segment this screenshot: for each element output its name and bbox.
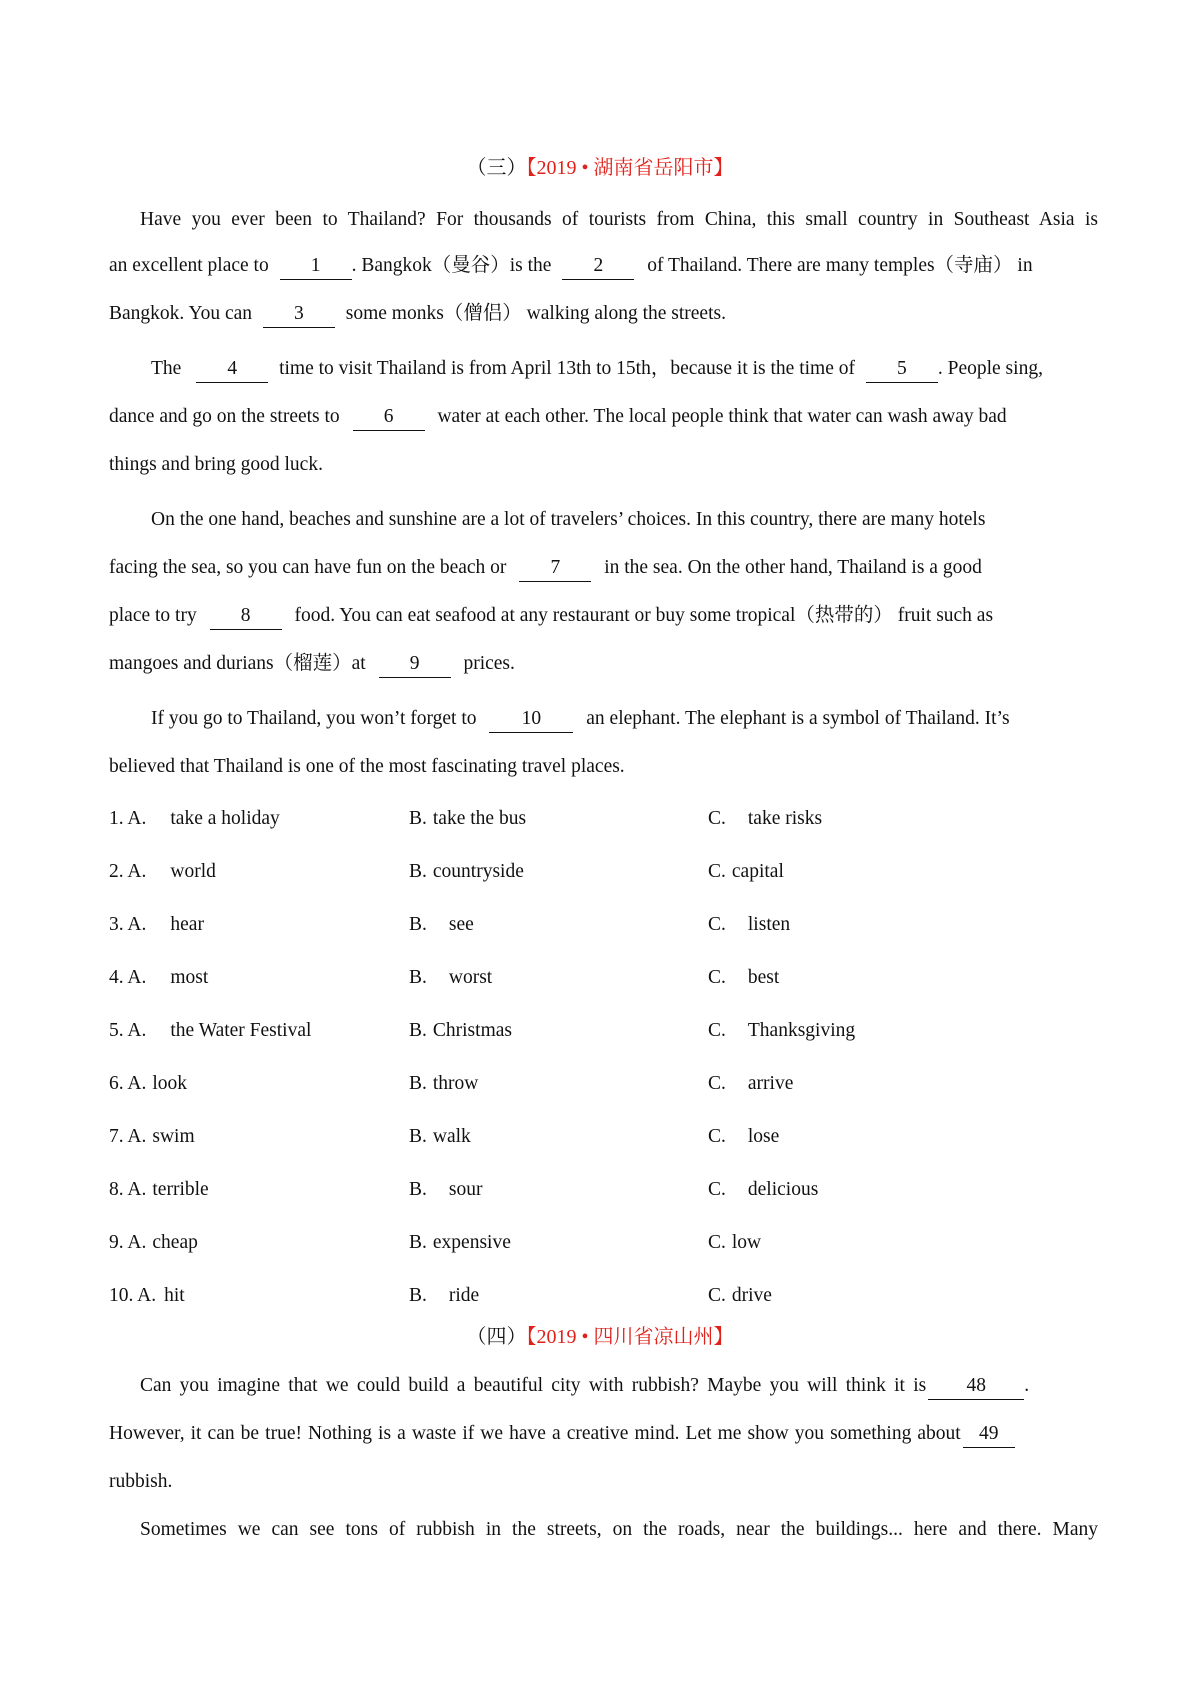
option-10-a[interactable]	[109, 1281, 185, 1311]
option-c-text: best	[747, 967, 780, 988]
section-3-prefix: （三）	[466, 157, 527, 179]
option-a-text: take a holiday	[170, 808, 280, 829]
p1-text: Bangkok. You can	[109, 303, 253, 324]
blank-48[interactable]: 48	[928, 1374, 1024, 1400]
option-b-label: B.	[409, 1179, 427, 1200]
option-c-text: arrive	[747, 1073, 794, 1094]
option-a-text: swim	[152, 1126, 195, 1147]
p1-text: . Bangkok（曼谷）is the	[351, 255, 552, 276]
option-c-label: C.	[708, 1126, 726, 1147]
p2-text: water at each other. The local people think that water can wash away bad	[437, 406, 1007, 427]
option-6-a[interactable]	[109, 1069, 187, 1099]
option-4-b[interactable]	[409, 963, 492, 993]
p3-line-1: On the one hand, beaches and sunshine are a lot of travelers’ choices. In this country, there are many hotels	[151, 509, 986, 530]
option-c-text: lose	[747, 1126, 780, 1147]
option-3-a[interactable]	[109, 910, 204, 940]
blank-9[interactable]: 9	[379, 652, 451, 678]
blank-5[interactable]: 5	[866, 357, 938, 383]
section-4-heading	[0, 1322, 1200, 1352]
option-number: 3. A.	[109, 914, 147, 935]
option-7-b[interactable]	[409, 1122, 471, 1152]
option-2-a[interactable]	[109, 857, 216, 887]
option-b-text: worst	[448, 967, 493, 988]
option-a-text: most	[170, 967, 209, 988]
blank-7[interactable]: 7	[519, 556, 591, 582]
p3-line-2	[109, 552, 1099, 584]
s4-p1-line-3: rubbish.	[109, 1471, 173, 1492]
option-a-text: terrible	[152, 1179, 209, 1200]
option-number: 5. A.	[109, 1020, 147, 1041]
option-c-label: C.	[708, 1285, 726, 1306]
option-9-b[interactable]	[409, 1228, 511, 1258]
option-b-label: B.	[409, 861, 427, 882]
option-10-b[interactable]	[409, 1281, 479, 1311]
s4-text: Can you imagine that we could build a beautiful city with rubbish? Maybe you will think it is	[140, 1375, 927, 1396]
blank-10[interactable]: 10	[489, 707, 573, 733]
option-c-label: C.	[708, 1179, 726, 1200]
option-a-text: look	[152, 1073, 188, 1094]
option-6-c[interactable]	[708, 1069, 793, 1099]
option-c-text: take risks	[747, 808, 823, 829]
option-number: 10. A.	[109, 1285, 157, 1306]
option-2-c[interactable]	[708, 857, 784, 887]
option-a-text: cheap	[152, 1232, 198, 1253]
p2-line-2	[109, 401, 1099, 433]
option-c-text: drive	[731, 1285, 772, 1306]
option-b-text: ride	[448, 1285, 480, 1306]
option-a-text: the Water Festival	[170, 1020, 312, 1041]
option-b-text: expensive	[432, 1232, 511, 1253]
option-5-b[interactable]	[409, 1016, 512, 1046]
p2-line-1	[151, 353, 1098, 385]
option-number: 4. A.	[109, 967, 147, 988]
option-1-c[interactable]	[708, 804, 822, 834]
option-5-c[interactable]	[708, 1016, 855, 1046]
option-7-a[interactable]	[109, 1122, 195, 1152]
option-6-b[interactable]	[409, 1069, 478, 1099]
p2-text: The	[151, 358, 182, 379]
option-a-text: world	[170, 861, 216, 882]
blank-2[interactable]: 2	[562, 254, 634, 280]
option-c-label: C.	[708, 1020, 726, 1041]
option-c-label: C.	[708, 808, 726, 829]
p4-line-1	[151, 703, 1098, 735]
p1-line-3	[109, 298, 1099, 330]
p3-text: prices.	[463, 653, 515, 674]
option-b-label: B.	[409, 1073, 427, 1094]
p1-line-2	[109, 250, 1099, 282]
s4-p1-line-1	[140, 1370, 1098, 1402]
option-c-text: listen	[747, 914, 791, 935]
option-8-a[interactable]	[109, 1175, 209, 1205]
s4-p1-line-2	[109, 1418, 1099, 1450]
p3-text: mangoes and durians（榴莲）at	[109, 653, 366, 674]
blank-8[interactable]: 8	[210, 604, 282, 630]
option-number: 1. A.	[109, 808, 147, 829]
option-c-label: C.	[708, 861, 726, 882]
option-8-b[interactable]	[409, 1175, 482, 1205]
option-b-text: see	[448, 914, 474, 935]
p3-text: in the sea. On the other hand, Thailand is a good	[604, 557, 982, 578]
option-c-text: delicious	[747, 1179, 819, 1200]
p3-text: place to try	[109, 605, 197, 626]
s4-p2-line-1: Sometimes we can see tons of rubbish in the streets, on the roads, near the buildings... here and there. Many	[140, 1519, 1098, 1540]
option-b-label: B.	[409, 1285, 427, 1306]
p2-text: . People sing,	[937, 358, 1043, 379]
option-c-label: C.	[708, 967, 726, 988]
p1-line-1: Have you ever been to Thailand? For thousands of tourists from China, this small country in Southeast Asia is	[140, 209, 1098, 230]
p1-text: an excellent place to	[109, 255, 269, 276]
section-4-prefix: （四）	[466, 1326, 527, 1348]
option-number: 2. A.	[109, 861, 147, 882]
blank-6[interactable]: 6	[353, 405, 425, 431]
section-4-tag: 【2019 • 四川省凉山州】	[526, 1326, 734, 1348]
s4-text: .	[1024, 1375, 1030, 1396]
option-3-c[interactable]	[708, 910, 790, 940]
option-3-b[interactable]	[409, 910, 474, 940]
option-7-c[interactable]	[708, 1122, 779, 1152]
option-b-label: B.	[409, 967, 427, 988]
option-b-label: B.	[409, 1232, 427, 1253]
option-a-text: hear	[170, 914, 204, 935]
blank-3[interactable]: 3	[263, 302, 335, 328]
option-c-text: low	[731, 1232, 762, 1253]
p4-text: an elephant. The elephant is a symbol of Thailand. It’s	[586, 708, 1010, 729]
p2-line-3: things and bring good luck.	[109, 454, 323, 475]
option-b-text: walk	[432, 1126, 471, 1147]
option-4-c[interactable]	[708, 963, 779, 993]
option-b-label: B.	[409, 914, 427, 935]
option-c-label: C.	[708, 1232, 726, 1253]
option-2-b[interactable]	[409, 857, 524, 887]
option-1-b[interactable]	[409, 804, 526, 834]
option-c-label: C.	[708, 1073, 726, 1094]
option-number: 7. A.	[109, 1126, 147, 1147]
option-c-label: C.	[708, 914, 726, 935]
p2-text: dance and go on the streets to	[109, 406, 340, 427]
option-number: 9. A.	[109, 1232, 147, 1253]
option-10-c[interactable]	[708, 1281, 772, 1311]
option-b-text: sour	[448, 1179, 483, 1200]
option-b-text: countryside	[432, 861, 524, 882]
blank-1[interactable]: 1	[280, 254, 352, 280]
option-5-a[interactable]	[109, 1016, 311, 1046]
section-3-heading	[0, 153, 1200, 183]
blank-49[interactable]: 49	[963, 1422, 1015, 1448]
section-3-tag: 【2019 • 湖南省岳阳市】	[526, 157, 734, 179]
option-b-label: B.	[409, 1020, 427, 1041]
option-b-label: B.	[409, 808, 427, 829]
option-9-a[interactable]	[109, 1228, 198, 1258]
option-8-c[interactable]	[708, 1175, 818, 1205]
p3-text: facing the sea, so you can have fun on the beach or	[109, 557, 507, 578]
option-a-text: hit	[164, 1285, 185, 1306]
p2-text: time to visit Thailand is from April 13th to 15th，because it is the time of	[279, 358, 855, 379]
option-c-text: capital	[731, 861, 784, 882]
p4-line-2: believed that Thailand is one of the most fascinating travel places.	[109, 756, 625, 777]
option-c-text: Thanksgiving	[747, 1020, 856, 1041]
p4-text: If you go to Thailand, you won’t forget to	[151, 708, 477, 729]
option-b-text: take the bus	[432, 808, 527, 829]
option-9-c[interactable]	[708, 1228, 761, 1258]
option-4-a[interactable]	[109, 963, 208, 993]
s4-text: However, it can be true! Nothing is a waste if we have a creative mind. Let me show you something about	[109, 1423, 961, 1444]
option-1-a[interactable]	[109, 804, 280, 834]
p1-text: some monks（僧侣） walking along the streets.	[345, 303, 726, 324]
blank-4[interactable]: 4	[196, 357, 268, 383]
option-number: 6. A.	[109, 1073, 147, 1094]
option-b-text: Christmas	[432, 1020, 512, 1041]
p3-line-3	[109, 600, 1099, 632]
option-b-text: throw	[432, 1073, 479, 1094]
p3-text: food. You can eat seafood at any restaurant or buy some tropical（热带的） fruit such as	[294, 605, 994, 626]
option-number: 8. A.	[109, 1179, 147, 1200]
p1-text: of Thailand. There are many temples（寺庙） in	[647, 255, 1033, 276]
p3-line-4	[109, 648, 1099, 680]
option-b-label: B.	[409, 1126, 427, 1147]
